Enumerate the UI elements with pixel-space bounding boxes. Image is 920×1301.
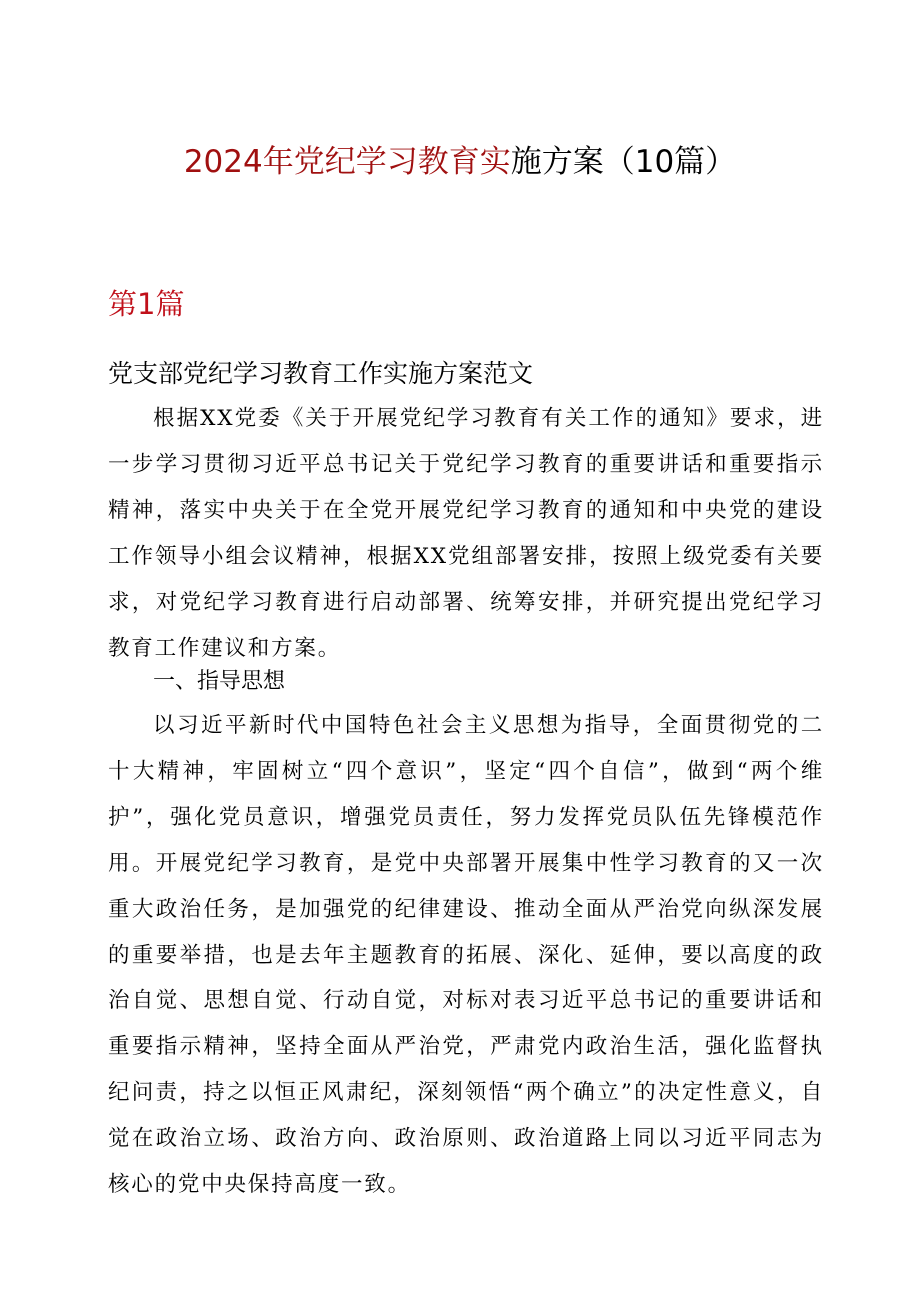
article-subtitle: 党支部党纪学习教育工作实施方案范文 — [108, 359, 534, 388]
chapter-label: 第1篇 — [108, 287, 185, 321]
document-title-red-part: 2024年党纪学习教育实 — [183, 144, 511, 180]
document-title — [0, 138, 920, 186]
section-heading-guiding-ideology: 一、指导思想 — [153, 669, 286, 694]
intro-paragraph: 根据XX党委《关于开展党纪学习教育有关工作的通知》要求，进一步学习贯彻习近平总书记关于党纪学习教育的重要讲话和重要指示精神，落实中央关于在全党开展党纪学习教育的通知和中央党的建设工作领导小组会议精神，根据XX党组部署安排，按照上级党委有关要求，对党纪学习教育进行启动部署、统筹安排，并研究提出党纪学习教育工作建议和方案。 — [108, 406, 824, 661]
document-title-rest-part: 施方案（10篇） — [510, 144, 737, 180]
guiding-ideology-paragraph: 以习近平新时代中国特色社会主义思想为指导，全面贯彻党的二十大精神，牢固树立“四个意识”，坚定“四个自信”，做到“两个维护”，强化党员意识，增强党员责任，努力发挥党员队伍先锋模范作用。开展党纪学习教育，是党中央部署开展集中性学习教育的又一次重大政治任务，是加强党的纪律建设、推动全面从严治党向纵深发展的重要举措，也是去年主题教育的拓展、深化、延伸，要以高度的政治自觉、思想自觉、行动自觉，对标对表习近平总书记的重要讲话和重要指示精神，坚持全面从严治党，严肃党内政治生活，强化监督执纪问责，持之以恒正风肃纪，深刻领悟“两个确立”的决定性意义，自觉在政治立场、政治方向、政治原则、政治道路上同以习近平同志为核心的党中央保持高度一致。 — [108, 713, 824, 1198]
